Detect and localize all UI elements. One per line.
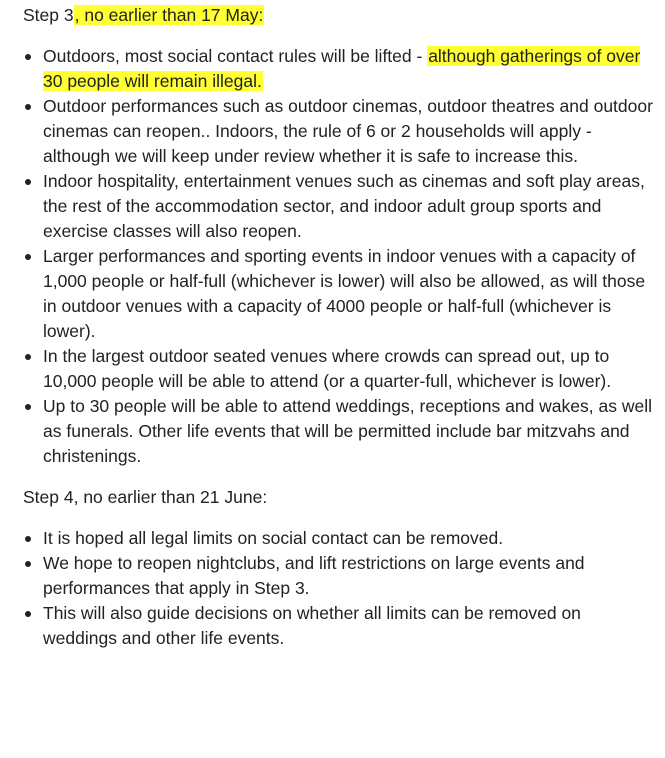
list-item-text: This will also guide decisions on whether all limits can be removed on weddings and other life events. bbox=[43, 603, 581, 648]
list-item-text: Indoor hospitality, entertainment venues such as cinemas and soft play areas, the rest of the accommodation sector, and indoor adult group sports and exercise classes will also reopen. bbox=[43, 171, 645, 241]
list-item-text: We hope to reopen nightclubs, and lift restrictions on large events and performances that apply in Step 3. bbox=[43, 553, 585, 598]
bullet-icon bbox=[25, 536, 31, 542]
list-item bbox=[23, 44, 659, 94]
bullet-icon bbox=[25, 179, 31, 185]
list-item bbox=[23, 169, 659, 244]
list-item bbox=[23, 94, 659, 169]
list-item-text: Up to 30 people will be able to attend weddings, receptions and wakes, as well as funerals. Other life events that will be permitted include bar mitzvahs and christenings. bbox=[43, 396, 652, 466]
highlighted-text: although gatherings of over 30 people will remain illegal. bbox=[43, 46, 641, 91]
list-item-text: In the largest outdoor seated venues where crowds can spread out, up to 10,000 people will be able to attend (or a quarter-full, whichever is lower). bbox=[43, 346, 612, 391]
list-item bbox=[23, 551, 659, 601]
bullet-icon bbox=[25, 611, 31, 617]
list-item-text: Outdoor performances such as outdoor cinemas, outdoor theatres and outdoor cinemas can reopen.. Indoors, the rule of 6 or 2 households will apply - although we will keep under review whether it is safe to increase this. bbox=[43, 96, 653, 166]
list-item-text: Larger performances and sporting events in indoor venues with a capacity of 1,000 people or half-full (whichever is lower) will also be allowed, as will those in outdoor venues with a capacity of 4000 people or half-full (whichever is lower). bbox=[43, 246, 646, 341]
step3-heading-plain: Step 3 bbox=[23, 5, 74, 25]
list-item bbox=[23, 526, 659, 551]
step4-heading: Step 4, no earlier than 21 June: bbox=[23, 487, 268, 507]
step3-heading bbox=[23, 3, 659, 28]
bullet-icon bbox=[25, 54, 31, 60]
list-item-text: Outdoors, most social contact rules will be lifted - bbox=[43, 46, 428, 66]
list-item-text: It is hoped all legal limits on social contact can be removed. bbox=[43, 528, 504, 548]
step3-list bbox=[23, 44, 659, 469]
bullet-icon bbox=[25, 561, 31, 567]
bullet-icon bbox=[25, 354, 31, 360]
bullet-icon bbox=[25, 254, 31, 260]
step4-list bbox=[23, 526, 659, 651]
list-item bbox=[23, 394, 659, 469]
step3-heading-highlight: , no earlier than 17 May: bbox=[74, 5, 264, 25]
bullet-icon bbox=[25, 404, 31, 410]
list-item bbox=[23, 244, 659, 344]
list-item bbox=[23, 601, 659, 651]
list-item bbox=[23, 344, 659, 394]
bullet-icon bbox=[25, 104, 31, 110]
